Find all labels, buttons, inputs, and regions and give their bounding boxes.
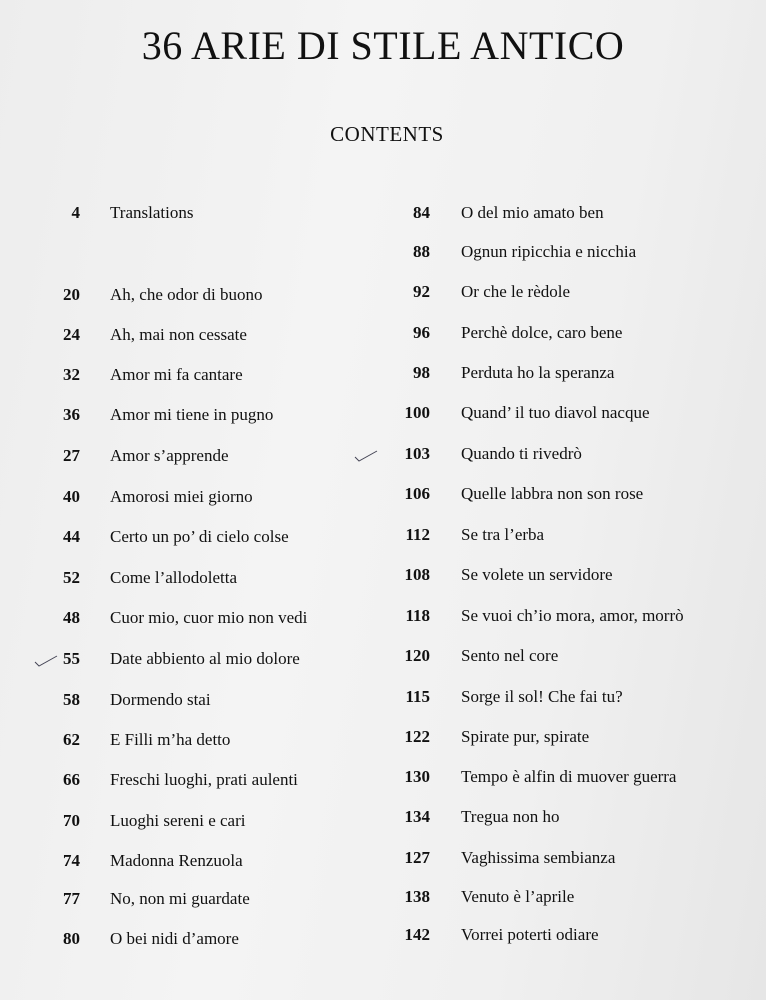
aria-title: Ah, mai non cessate <box>110 325 247 344</box>
toc-entry <box>360 319 760 347</box>
toc-entry <box>360 921 760 949</box>
page-number: 98 <box>413 363 430 382</box>
page-number: 112 <box>405 525 430 544</box>
page-number: 55 <box>63 649 80 668</box>
page-number: 20 <box>63 285 80 304</box>
aria-title: Translations <box>110 203 194 222</box>
toc-entry <box>0 807 400 835</box>
aria-title: Sento nel core <box>461 646 559 665</box>
toc-entry <box>360 399 760 427</box>
page-number: 118 <box>405 606 430 625</box>
aria-title: Tregua non ho <box>461 807 560 826</box>
page-number: 115 <box>405 687 430 706</box>
toc-entry <box>0 564 400 592</box>
page-number: 92 <box>413 282 430 301</box>
aria-title: Quand’ il tuo diavol nacque <box>461 403 650 422</box>
aria-title: Ah, che odor di buono <box>110 285 263 304</box>
aria-title: Come l’allodoletta <box>110 568 237 587</box>
toc-entry <box>360 199 760 227</box>
page-number: 127 <box>404 848 430 867</box>
toc-entry <box>360 683 760 711</box>
toc-entry <box>360 763 760 791</box>
page-number: 108 <box>404 565 430 584</box>
page-number: 44 <box>63 527 80 546</box>
toc-entry <box>0 199 400 227</box>
aria-title: Dormendo stai <box>110 690 211 709</box>
page-number: 4 <box>71 203 80 222</box>
checkmark-icon <box>354 449 378 463</box>
page-number: 96 <box>413 323 430 342</box>
toc-entry <box>360 521 760 549</box>
aria-title: O bei nidi d’amore <box>110 929 239 948</box>
page-title: 36 ARIE DI STILE ANTICO <box>141 23 625 68</box>
page-number: 84 <box>413 203 430 222</box>
page-number: 62 <box>63 730 80 749</box>
page-number: 74 <box>63 851 80 870</box>
toc-entry <box>0 321 400 349</box>
toc-entry <box>0 483 400 511</box>
aria-title: Se vuoi ch’io mora, amor, morrò <box>461 606 684 625</box>
aria-title: Freschi luoghi, prati aulenti <box>110 770 298 789</box>
page-number: 138 <box>404 887 430 906</box>
aria-title: Tempo è alfin di muover guerra <box>461 767 677 786</box>
page-number: 58 <box>63 690 80 709</box>
toc-entry <box>360 723 760 751</box>
aria-title: Luoghi sereni e cari <box>110 811 246 830</box>
toc-entry <box>0 925 400 953</box>
toc-entry <box>0 847 400 875</box>
toc-entry <box>0 726 400 754</box>
toc-entry <box>0 281 400 309</box>
toc-entry <box>0 442 400 470</box>
page-number: 103 <box>404 444 430 463</box>
aria-title: Amor mi fa cantare <box>110 365 243 384</box>
aria-title: Quelle labbra non son rose <box>461 484 644 503</box>
aria-title: Vorrei poterti odiare <box>461 925 599 944</box>
page-number: 24 <box>63 325 80 344</box>
page-number: 100 <box>404 403 430 422</box>
toc-entry <box>360 561 760 589</box>
page-number: 40 <box>63 487 80 506</box>
aria-title: Quando ti rivedrò <box>461 444 582 463</box>
page-number: 70 <box>63 811 80 830</box>
page-number: 106 <box>404 484 430 503</box>
aria-title: Perchè dolce, caro bene <box>461 323 623 342</box>
page-number: 134 <box>404 807 430 826</box>
contents-heading: CONTENTS <box>330 122 444 146</box>
toc-entry <box>360 803 760 831</box>
page-number: 66 <box>63 770 80 789</box>
aria-title: Spirate pur, spirate <box>461 727 590 746</box>
page-number: 122 <box>404 727 430 746</box>
aria-title: Sorge il sol! Che fai tu? <box>461 687 623 706</box>
page-number: 120 <box>404 646 430 665</box>
aria-title: Se tra l’erba <box>461 525 545 544</box>
page-number: 36 <box>63 405 80 424</box>
aria-title: O del mio amato ben <box>461 203 604 222</box>
toc-entry <box>0 766 400 794</box>
page-number: 52 <box>63 568 80 587</box>
toc-entry <box>0 361 400 389</box>
aria-title: No, non mi guardate <box>110 889 250 908</box>
aria-title: Amor s’apprende <box>110 446 229 465</box>
aria-title: Venuto è l’aprile <box>461 887 575 906</box>
page-number: 142 <box>404 925 430 944</box>
page-number: 130 <box>404 767 430 786</box>
toc-entry <box>0 401 400 429</box>
aria-title: Vaghissima sembianza <box>461 848 616 867</box>
page-number: 48 <box>63 608 80 627</box>
toc-entry <box>0 604 400 632</box>
aria-title: Certo un po’ di cielo colse <box>110 527 289 546</box>
toc-entry <box>360 278 760 306</box>
aria-title: Ognun ripicchia e nicchia <box>461 242 637 261</box>
toc-entry <box>0 523 400 551</box>
toc-entry <box>360 642 760 670</box>
page-number: 77 <box>63 889 80 908</box>
toc-entry <box>360 238 760 266</box>
toc-entry <box>0 885 400 913</box>
aria-title: Amorosi miei giorno <box>110 487 253 506</box>
page-number: 27 <box>63 446 80 465</box>
checkmark-icon <box>34 654 58 668</box>
aria-title: Date abbiento al mio dolore <box>110 649 300 668</box>
toc-entry <box>360 359 760 387</box>
toc-entry <box>360 480 760 508</box>
page-number: 88 <box>413 242 430 261</box>
toc-entry <box>360 602 760 630</box>
toc-entry <box>360 844 760 872</box>
toc-entry <box>0 686 400 714</box>
aria-title: Amor mi tiene in pugno <box>110 405 274 424</box>
aria-title: Cuor mio, cuor mio non vedi <box>110 608 308 627</box>
aria-title: Or che le rèdole <box>461 282 571 301</box>
toc-entry <box>0 645 400 673</box>
aria-title: Madonna Renzuola <box>110 851 243 870</box>
aria-title: Se volete un servidore <box>461 565 613 584</box>
toc-entry <box>360 883 760 911</box>
page-number: 32 <box>63 365 80 384</box>
page-number: 80 <box>63 929 80 948</box>
aria-title: E Filli m’ha detto <box>110 730 231 749</box>
aria-title: Perduta ho la speranza <box>461 363 615 382</box>
toc-entry <box>360 440 760 468</box>
